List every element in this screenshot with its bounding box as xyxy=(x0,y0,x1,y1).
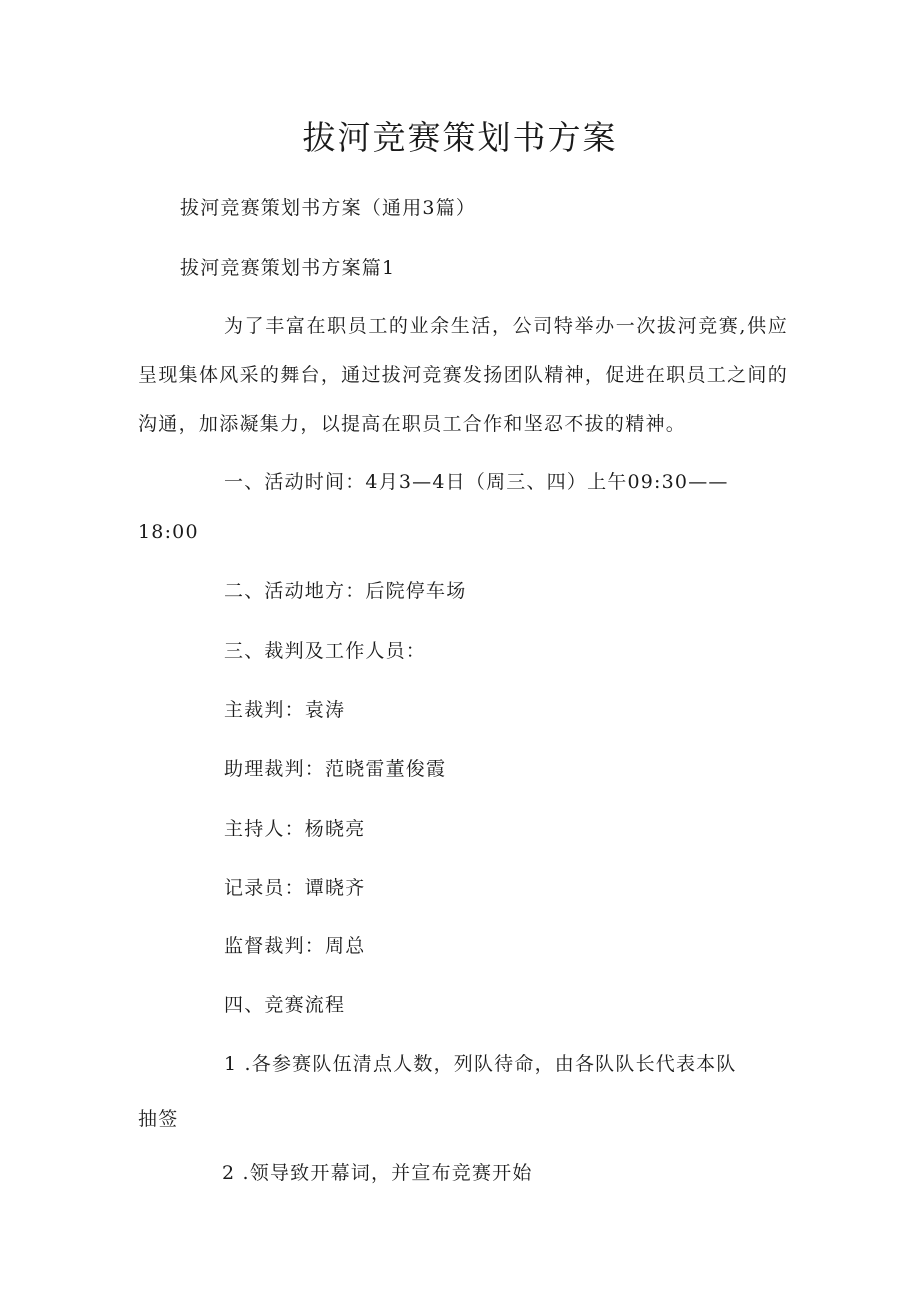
staff-heading: 三、裁判及工作人员： xyxy=(224,640,427,662)
process-step-2: 2 .领导致开幕词，并宣布竞赛开始 xyxy=(222,1162,533,1184)
activity-time-continuation: 18:00 xyxy=(138,521,199,543)
activity-time-line: 一、活动时间：4月3—4日（周三、四）上午09:30—— xyxy=(224,471,729,493)
intro-paragraph: 为了丰富在职员工的业余生活，公司特举办一次拔河竞赛,供应呈现集体风采的舞台，通过拔河竞赛发扬团队精神，促进在职员工之间的沟通，加添凝集力，以提高在职员工合作和坚忍不拔的精神。 xyxy=(138,315,788,435)
document-title: 拔河竞赛策划书方案 xyxy=(302,118,618,157)
staff-item: 助理裁判：范晓雷董俊霞 xyxy=(224,758,447,780)
process-step-1-continuation: 抽签 xyxy=(138,1108,179,1130)
process-step-1: 1 .各参赛队伍清点人数，列队待命，由各队队长代表本队 xyxy=(224,1053,737,1075)
staff-item: 监督裁判：周总 xyxy=(224,935,366,957)
staff-item: 主持人：杨晓亮 xyxy=(224,818,366,840)
staff-item: 记录员：谭晓齐 xyxy=(224,877,366,899)
process-heading: 四、竞赛流程 xyxy=(224,994,346,1016)
document-subtitle: 拔河竞赛策划书方案（通用3篇） xyxy=(180,197,477,219)
staff-item: 主裁判：袁涛 xyxy=(224,699,346,721)
activity-place: 二、活动地方：后院停车场 xyxy=(224,580,467,602)
section-heading: 拔河竞赛策划书方案篇1 xyxy=(180,257,396,279)
